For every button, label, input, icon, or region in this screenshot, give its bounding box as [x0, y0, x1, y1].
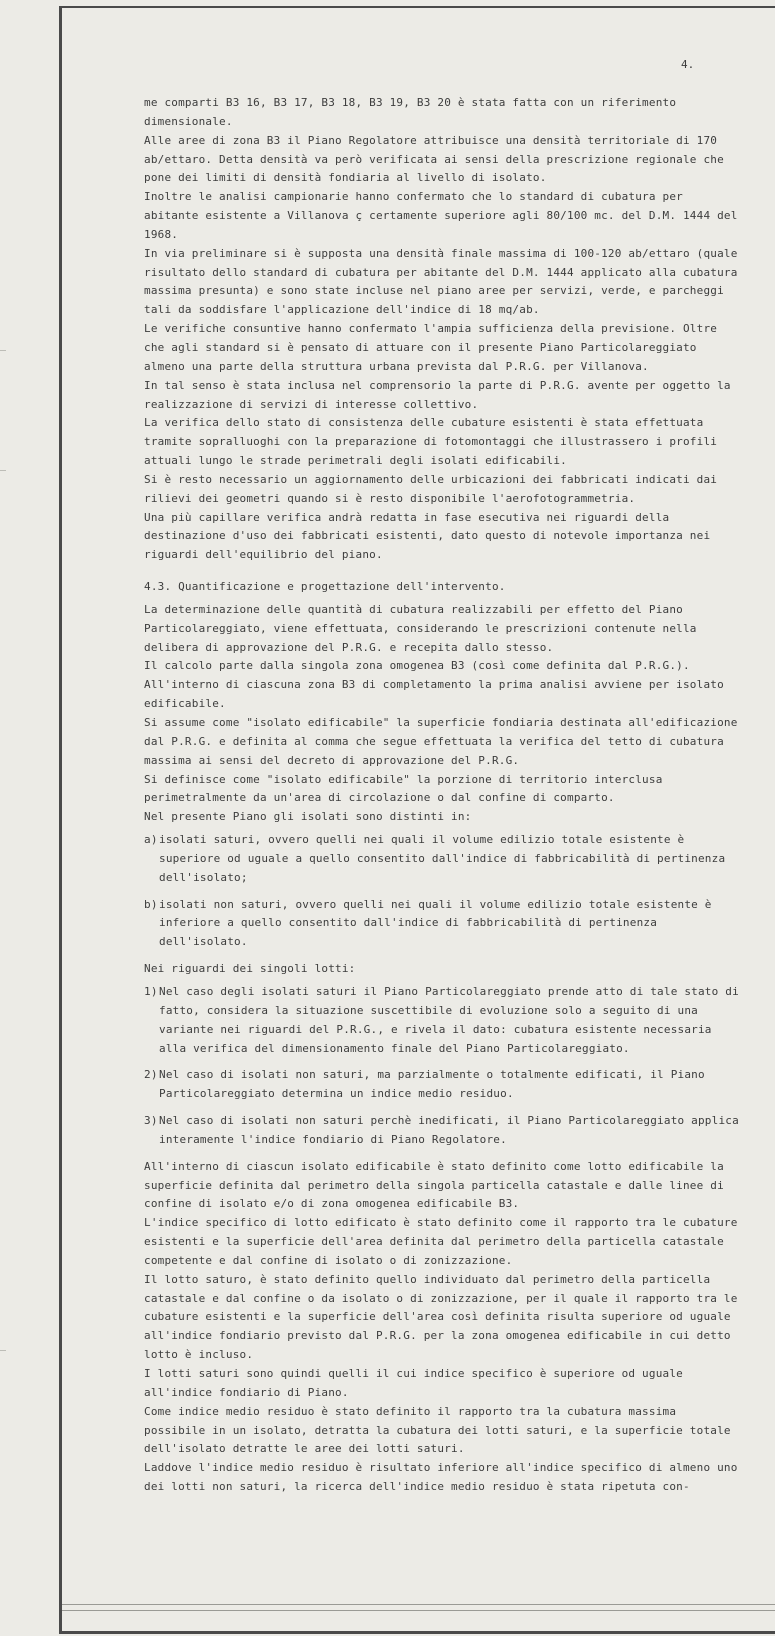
page-frame-bottom-border: [59, 1631, 775, 1634]
paragraph: Si assume come "isolato edificabile" la superficie fondiaria destinata all'edificazione dal P.R.G. e definita al comma che segue effettuata la verifica del tetto di cubatura massima ai sensi del decreto di approvazione del P.R.G.: [144, 716, 738, 767]
closing-section: [144, 1158, 744, 1497]
page-number: 4.: [681, 58, 695, 71]
paragraph: La determinazione delle quantità di cubatura realizzabili per effetto del Piano Particolareggiato, viene effettuata, considerando le prescrizioni contenute nella delibera di approvazione del P.R.G. e recepita dallo stesso.: [144, 602, 697, 654]
paragraph: Le verifiche consuntive hanno confermato l'ampia sufficienza della previsione. Oltre che agli standard si è pensato di attuare con il presente Piano Particolareggiato almeno una parte della struttura urbana prevista dal P.R.G. per Villanova.: [144, 322, 718, 373]
paragraph: Il lotto saturo, è stato definito quello individuato dal perimetro della particella catastale e dal confine o da isolato o di zonizzazione, per il quale il rapporto tra le cubature esistenti e la superficie dell'area così definita risulta superiore od uguale all'indice fondiario previsto dal P.R.G. per la zona omogenea edificabile in cui detto lotto è incluso.: [144, 1272, 738, 1362]
paragraph: Come indice medio residuo è stato definito il rapporto tra la cubatura massima possibile in un isolato, detratta la cubatura dei lotti saturi, e la superficie totale dell'isolato detratte le aree dei lotti saturi.: [144, 1404, 731, 1456]
page-frame-left-border: [59, 6, 62, 1632]
list-item-text: isolati saturi, ovvero quelli nei quali il volume edilizio totale esistente è superiore od uguale a quello consentito dall'indice di fabbricabilità di pertinenza dell'isolato;: [159, 833, 726, 884]
paragraph: La verifica dello stato di consistenza delle cubature esistenti è stata effettuata tramite sopralluoghi con la preparazione di fotomontaggi che illustrassero i profili attuali lungo le strade perimetrali degli isolati edificabili.: [144, 416, 718, 468]
paragraph: L'indice specifico di lotto edificato è stato definito come il rapporto tra le cubature esistenti e la superficie dell'area definita dal perimetro della particella catastale competente e dal confine di isolato o di zonizzazione.: [144, 1216, 738, 1267]
list-item-marker: 2): [144, 1068, 158, 1082]
list-item-marker: 3): [144, 1114, 158, 1128]
paragraph: Laddove l'indice medio residuo è risultato inferiore all'indice specifico di almeno uno dei lotti non saturi, la ricerca dell'indice medio residuo è stata ripetuta con-: [144, 1461, 738, 1494]
paragraph: Si definisce come "isolato edificabile" la porzione di territorio interclusa perimetralmente da un'area di circolazione o dal confine di comparto.: [144, 772, 663, 805]
list-item-text: Nel caso degli isolati saturi il Piano Particolareggiato prende atto di tale stato di fatto, considera la situazione suscettibile di evoluzione solo a seguito di una variante nei riguardi del P.R.G., e rivela il dato: cubatura esistente necessaria alla verifica del dimensionamento finale del Piano Particolareggiato.: [159, 984, 739, 1055]
lotti-list: [144, 983, 744, 1150]
list-item: [144, 831, 744, 888]
paragraph: me comparti B3 16, B3 17, B3 18, B3 19, B3 20 è stata fatta con un riferimento dimensionale.: [144, 96, 677, 128]
section-body: [144, 601, 744, 827]
page-frame-top-border: [59, 6, 775, 8]
list-item: [144, 1112, 744, 1150]
paragraph: Si è resto necessario un aggiornamento delle urbicazioni dei fabbricati indicati dai rilievi dei geometri quando si è resto disponibile l'aerofotogrammetria.: [144, 472, 718, 505]
document-body: [144, 94, 744, 1497]
list-item-marker: b): [144, 897, 158, 911]
paragraph: Una più capillare verifica andrà redatta in fase esecutiva nei riguardi della destinazione d'uso dei fabbricati esistenti, dato questo di notevole importanza nei riguardi dell'equilibrio del piano.: [144, 510, 711, 562]
section-heading: 4.3. Quantificazione e progettazione dell'intervento.: [144, 580, 506, 594]
paragraph: Alle aree di zona B3 il Piano Regolatore attribuisce una densità territoriale di 170 ab/ettaro. Detta densità va però verificata ai sensi della prescrizione regionale che pone dei limiti di densità fondiaria al livello di isolato.: [144, 133, 724, 185]
isolati-list: [144, 831, 744, 952]
intro-section: [144, 94, 744, 565]
list-item: [144, 896, 744, 953]
paragraph: I lotti saturi sono quindi quelli il cui indice specifico è superiore od uguale all'indice fondiario di Piano.: [144, 1367, 683, 1399]
paragraph: All'interno di ciascuna zona B3 di completamento la prima analisi avviene per isolato edificabile.: [144, 678, 724, 711]
bottom-rule-line: [62, 1604, 775, 1605]
list-item: [144, 1066, 744, 1104]
fold-mark: [0, 470, 6, 471]
lotti-heading: Nei riguardi dei singoli lotti:: [144, 962, 356, 976]
list-item-text: Nel caso di isolati non saturi, ma parzialmente o totalmente edificati, il Piano Particolareggiato determina un indice medio residuo.: [159, 1068, 705, 1101]
list-item-text: isolati non saturi, ovvero quelli nei quali il volume edilizio totale esistente è inferiore a quello consentito dall'indice di fabbricabilità di pertinenza dell'isolato.: [159, 897, 712, 949]
paragraph: In tal senso è stata inclusa nel comprensorio la parte di P.R.G. avente per oggetto la realizzazione di servizi di interesse collettivo.: [144, 378, 731, 411]
paragraph: Nel presente Piano gli isolati sono distinti in:: [144, 810, 472, 824]
list-item: [144, 983, 744, 1058]
list-item-marker: a): [144, 833, 158, 847]
list-item-text: Nel caso di isolati non saturi perchè inedificati, il Piano Particolareggiato applica interamente l'indice fondiario di Piano Regolatore.: [159, 1114, 739, 1146]
fold-mark: [0, 1350, 6, 1351]
fold-mark: [0, 350, 6, 351]
paragraph: Il calcolo parte dalla singola zona omogenea B3 (così come definita dal P.R.G.).: [144, 659, 690, 673]
paragraph: In via preliminare si è supposta una densità finale massima di 100-120 ab/ettaro (quale risultato dello standard di cubatura per abitante del D.M. 1444 applicato alla cubatura massima presunta) e sono state incluse nel piano aree per servizi, verde, e parcheggi tali da soddisfare l'applicazione dell'indice di 18 mq/ab.: [144, 246, 738, 317]
paragraph: All'interno di ciascun isolato edificabile è stato definito come lotto edificabile la superficie definita dal perimetro della singola particella catastale e dalle linee di confine di isolato e/o di zona omogenea edificabile B3.: [144, 1159, 724, 1211]
list-item-marker: 1): [144, 984, 158, 998]
paragraph: Inoltre le analisi campionarie hanno confermato che lo standard di cubatura per abitante esistente a Villanova ç certamente superiore agli 80/100 mc. del D.M. 1444 del 1968.: [144, 190, 738, 241]
bottom-rule-line: [62, 1610, 775, 1611]
